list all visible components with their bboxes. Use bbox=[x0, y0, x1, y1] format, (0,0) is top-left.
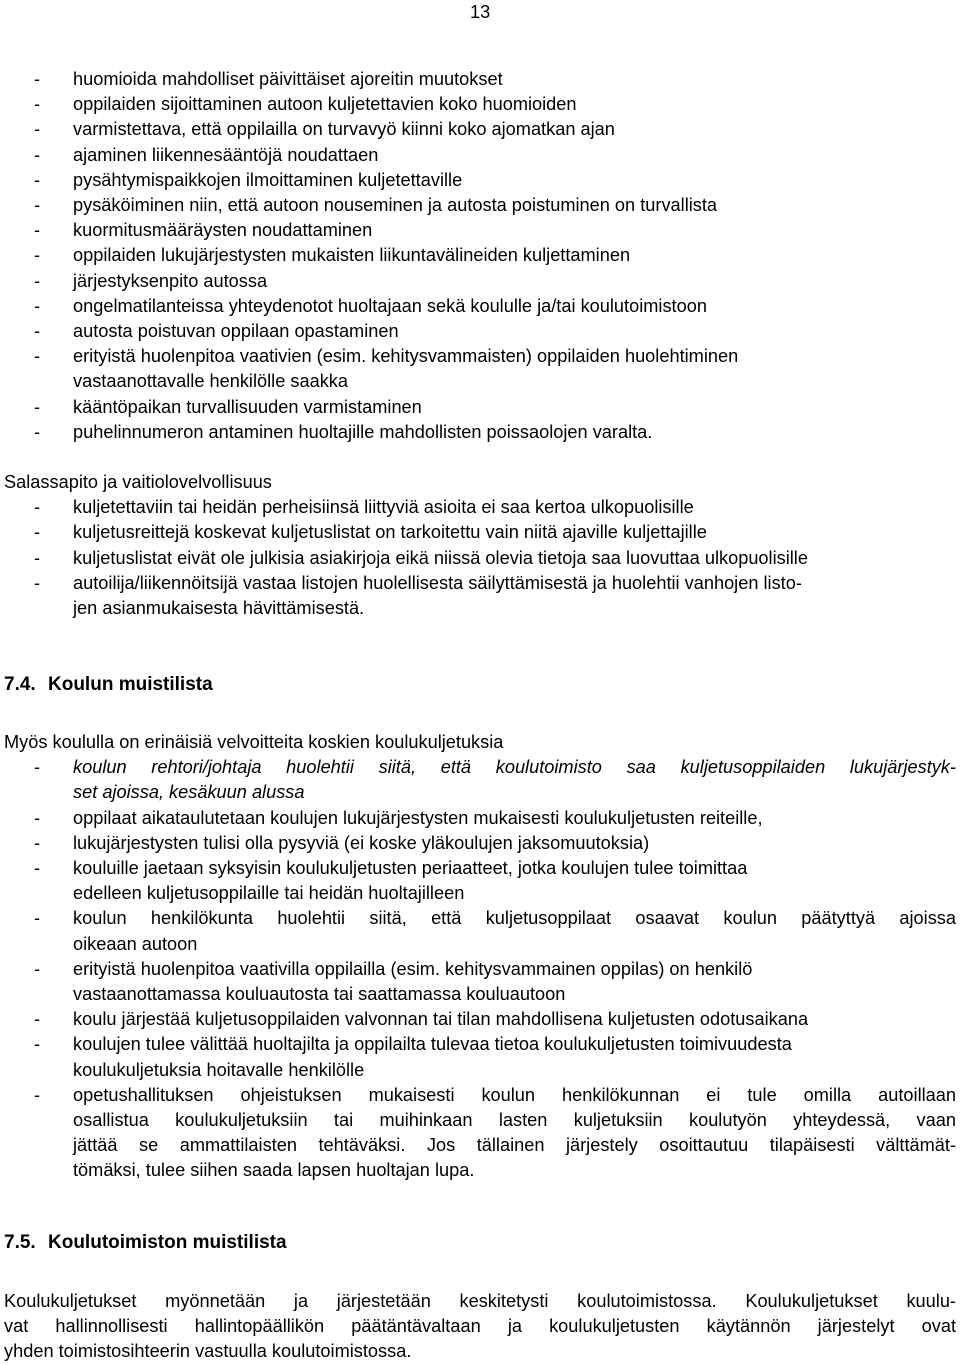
list-item: - kuljetuslistat eivät ole julkisia asiakirjoja eikä niissä olevia tietoja saa luovuttaa ulkopuolisille bbox=[34, 547, 808, 568]
list-item: - koulu järjestää kuljetusoppilaiden valvonnan tai tilan mahdollisena kuljetusten odotusaikana bbox=[34, 1009, 809, 1030]
list-item: - oppilaiden lukujärjestysten mukaisten liikuntavälineiden kuljettaminen bbox=[34, 245, 631, 266]
list-item: - kuljetettaviin tai heidän perheisiinsä liittyviä asioita ei saa kertoa ulkopuolisille bbox=[34, 497, 694, 518]
office-paragraph: Koulukuljetukset myönnetään ja järjestetään keskitetysti koulutoimistossa. Koulukuljetukset kuulu- vat hallinnollisesti hallintopäällikön päätäntävaltaan ja koulukuljetusten käytännön järjestelyt ovat yhden toimistosihteerin vastuulla koulutoimistossa. bbox=[4, 1291, 956, 1362]
list-item: - erityistä huolenpitoa vaativien (esim. kehitysvammaisten) oppilaiden huolehtiminen vastaanottavalle henkilölle saakka bbox=[34, 346, 739, 392]
list-item: - pysähtymispaikkojen ilmoittaminen kuljetettaville bbox=[34, 169, 463, 190]
confidentiality-heading: Salassapito ja vaitiolovelvollisuus bbox=[4, 472, 272, 492]
school-checklist-intro: Myös koululla on erinäisiä velvoitteita koskien koulukuljetuksia bbox=[4, 732, 504, 752]
list-item: - järjestyksenpito autossa bbox=[34, 270, 268, 291]
driver-duties-list bbox=[4, 67, 956, 445]
driver-duties-list-block bbox=[4, 67, 956, 445]
confidentiality-section bbox=[4, 470, 956, 621]
page-number: 13 bbox=[470, 2, 491, 22]
list-item: - lukujärjestysten tulisi olla pysyviä (ei koske yläkoulujen jaksomuutoksia) bbox=[34, 832, 650, 853]
list-item: - opetushallituksen ohjeistuksen mukaisesti koulun henkilökunnan ei tule omilla autoillaan osallistua koulukuljetuksiin tai muihinkaan lasten kuljetuksiin koulutyön yhteydessä, vaan jättää se ammattilaisten tehtäväksi. Jos tällainen järjestely osoittautuu tilapäisesti välttämät- tömäksi, tulee siihen saada lapsen huoltajan lupa. bbox=[34, 1084, 956, 1181]
school-checklist-section bbox=[4, 730, 956, 1184]
list-item: - varmistettava, että oppilailla on turvavyö kiinni koko ajomatkan ajan bbox=[34, 119, 615, 140]
list-item: - autosta poistuvan oppilaan opastaminen bbox=[34, 321, 399, 342]
section-heading-7-4: 7.4. Koulun muistilista bbox=[4, 674, 213, 695]
section-heading-7-5: 7.5. Koulutoimiston muistilista bbox=[4, 1232, 287, 1253]
list-item: - puhelinnumeron antaminen huoltajille mahdollisten poissaolojen varalta. bbox=[34, 421, 653, 442]
list-item: - oppilaiden sijoittaminen autoon kuljetettavien koko huomioiden bbox=[34, 94, 577, 115]
list-item: - autoilija/liikennöitsijä vastaa listojen huolellisesta säilyttämisestä ja huolehtii vanhojen listo- jen asianmukaisesta hävittämisestä. bbox=[34, 572, 802, 619]
list-item: - kuormitusmääräysten noudattaminen bbox=[34, 220, 373, 241]
list-item: - pysäköiminen niin, että autoon nouseminen ja autosta poistuminen on turvallista bbox=[34, 195, 718, 216]
list-item: - koulun rehtori/johtaja huolehtii siitä, että koulutoimisto saa kuljetusoppilaiden lukujärjestyk- set ajoissa, kesäkuun alussa bbox=[34, 757, 956, 803]
list-item: - koulujen tulee välittää huoltajilta ja oppilailta tulevaa tietoa koulukuljetusten toimivuudesta koulukuljetuksia hoitavalle henkilölle bbox=[34, 1034, 792, 1080]
list-item: - ongelmatilanteissa yhteydenotot huoltajaan sekä koululle ja/tai koulutoimistoon bbox=[34, 295, 707, 316]
list-item: - ajaminen liikennesääntöjä noudattaen bbox=[34, 144, 379, 165]
list-item: - kouluille jaetaan syksyisin koulukuljetusten periaatteet, jotka koulujen tulee toimittaa edelleen kuljetusoppilaille tai heidän huoltajilleen bbox=[34, 858, 748, 904]
list-item: - huomioida mahdolliset päivittäiset ajoreitin muutokset bbox=[34, 69, 503, 89]
list-item: - oppilaat aikataulutetaan koulujen lukujärjestysten mukaisesti koulukuljetusten reiteille, bbox=[34, 807, 763, 828]
list-item: - kuljetusreittejä koskevat kuljetuslistat on tarkoitettu vain niitä ajaville kuljettajille bbox=[34, 522, 707, 543]
confidentiality-list bbox=[4, 495, 956, 621]
list-item: - erityistä huolenpitoa vaativilla oppilailla (esim. kehitysvammainen oppilas) on henkilö vastaanottamassa kouluautosta tai saattamassa kouluautoon bbox=[34, 958, 753, 1005]
list-item: - koulun henkilökunta huolehtii siitä, että kuljetusoppilaat osaavat koulun päätyttyä ajoissa oikeaan autoon bbox=[34, 908, 956, 954]
list-item: - kääntöpaikan turvallisuuden varmistaminen bbox=[34, 396, 422, 417]
school-checklist bbox=[4, 755, 956, 1183]
